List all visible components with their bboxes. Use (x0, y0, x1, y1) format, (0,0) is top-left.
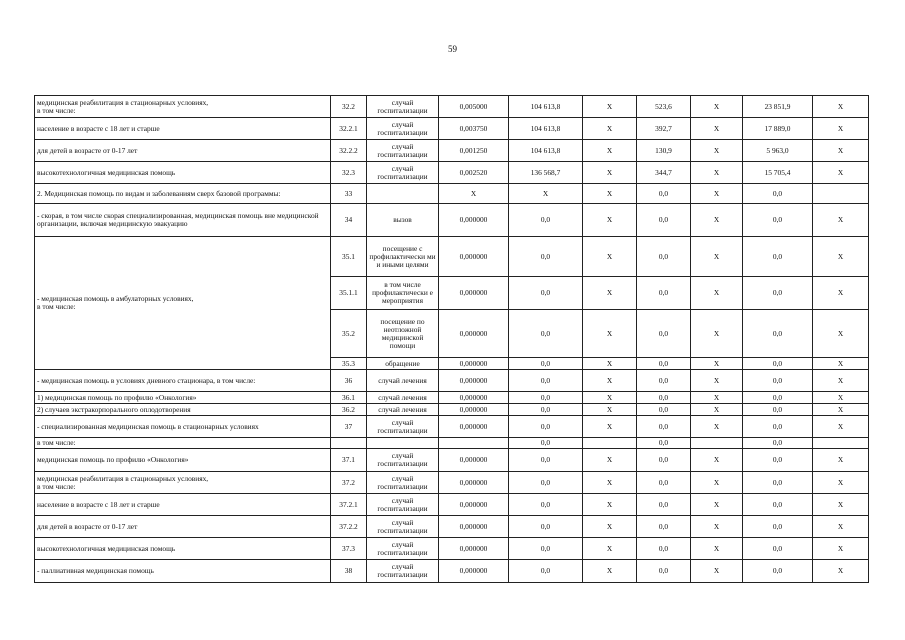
cell-v5: X (691, 277, 743, 310)
cell-v4: 0,0 (637, 404, 691, 416)
cell-code: 36 (331, 370, 367, 392)
cell-v4: 0,0 (637, 237, 691, 277)
cell-code: 38 (331, 560, 367, 583)
cell-v4: 130,9 (637, 140, 691, 162)
cell-v3: X (583, 516, 637, 538)
cell-v1: 0,000000 (439, 494, 509, 516)
cell-v6: 5 963,0 (743, 140, 813, 162)
cell-v1: 0,000000 (439, 237, 509, 277)
cell-unit: случай госпитализации (367, 416, 439, 438)
cell-unit: случай госпитализации (367, 449, 439, 472)
cell-v3: X (583, 449, 637, 472)
cell-code: 32.2.2 (331, 140, 367, 162)
cell-v1: 0,000000 (439, 538, 509, 560)
cell-v7: X (813, 516, 869, 538)
cell-v6: 0,0 (743, 204, 813, 237)
cell-v3: X (583, 358, 637, 370)
cell-v2: 0,0 (509, 449, 583, 472)
cell-v3: X (583, 277, 637, 310)
cell-code: 37 (331, 416, 367, 438)
cell-v2: 0,0 (509, 494, 583, 516)
cell-v4: 0,0 (637, 416, 691, 438)
cell-v2: 0,0 (509, 277, 583, 310)
cell-v1: 0,000000 (439, 472, 509, 494)
row-name: высокотехнологичная медицинская помощь (35, 538, 331, 560)
row-name: - скорая, в том числе скорая специализированная, медицинская помощь вне медицинской организации, включая медицинскую эвакуацию (35, 204, 331, 237)
cell-v5: X (691, 494, 743, 516)
row-name: в том числе: (35, 438, 331, 449)
table-row (35, 118, 869, 140)
cell-v6: 0,0 (743, 538, 813, 560)
cell-v5: X (691, 560, 743, 583)
cell-v1: 0,002520 (439, 162, 509, 184)
cell-v4: 0,0 (637, 472, 691, 494)
cell-unit: случай госпитализации (367, 118, 439, 140)
cell-v7: X (813, 494, 869, 516)
cell-v1: 0,003750 (439, 118, 509, 140)
cell-v2: 0,0 (509, 416, 583, 438)
cell-code: 33 (331, 184, 367, 204)
cell-v7: X (813, 560, 869, 583)
table-row (35, 370, 869, 392)
cell-v6: 23 851,9 (743, 96, 813, 118)
cell-v2: 0,0 (509, 310, 583, 358)
cell-v2: 104 613,8 (509, 140, 583, 162)
cell-v2: 136 568,7 (509, 162, 583, 184)
cell-v3: X (583, 538, 637, 560)
cell-v2: 0,0 (509, 538, 583, 560)
cell-v6: 0,0 (743, 392, 813, 404)
cell-v3: X (583, 310, 637, 358)
cell-v6: 0,0 (743, 560, 813, 583)
cell-v6: 0,0 (743, 438, 813, 449)
cell-v5: X (691, 96, 743, 118)
cell-unit: случай госпитализации (367, 538, 439, 560)
row-name: медицинская реабилитация в стационарных условиях, в том числе: (35, 472, 331, 494)
table-row (35, 416, 869, 438)
cell-v1: 0,000000 (439, 404, 509, 416)
cell-v3: X (583, 370, 637, 392)
cell-unit (367, 184, 439, 204)
page-number: 59 (448, 44, 457, 54)
cell-v2: 0,0 (509, 358, 583, 370)
row-name: для детей в возрасте от 0-17 лет (35, 516, 331, 538)
cell-v7: X (813, 472, 869, 494)
cell-v4: 0,0 (637, 538, 691, 560)
cell-v1: 0,000000 (439, 204, 509, 237)
row-name: для детей в возрасте от 0-17 лет (35, 140, 331, 162)
row-name: 2. Медицинская помощь по видам и заболеваниям сверх базовой программы: (35, 184, 331, 204)
cell-v5: X (691, 118, 743, 140)
cell-v3 (583, 438, 637, 449)
cell-v1: 0,005000 (439, 96, 509, 118)
cell-v2: 0,0 (509, 392, 583, 404)
cell-v7: X (813, 237, 869, 277)
cell-v7: X (813, 96, 869, 118)
row-name: 2) случаев экстракорпорального оплодотворения (35, 404, 331, 416)
cell-code: 36.2 (331, 404, 367, 416)
table-row (35, 449, 869, 472)
cell-code: 32.3 (331, 162, 367, 184)
cell-unit: в том числе профилактически е мероприятия (367, 277, 439, 310)
cell-v4: 0,0 (637, 277, 691, 310)
table-row (35, 538, 869, 560)
cell-v2: 0,0 (509, 438, 583, 449)
cell-v5: X (691, 184, 743, 204)
cell-v5: X (691, 404, 743, 416)
cell-v7: X (813, 277, 869, 310)
cell-v4: 0,0 (637, 370, 691, 392)
cell-v7: X (813, 538, 869, 560)
cell-v4: 0,0 (637, 392, 691, 404)
cell-v5: X (691, 237, 743, 277)
cell-v5: X (691, 392, 743, 404)
cell-v1: 0,001250 (439, 140, 509, 162)
cell-v4: 392,7 (637, 118, 691, 140)
row-name: высокотехнологичная медицинская помощь (35, 162, 331, 184)
cell-v7: X (813, 204, 869, 237)
table-row (35, 404, 869, 416)
cell-v5: X (691, 162, 743, 184)
cell-v7: X (813, 449, 869, 472)
cell-v3: X (583, 140, 637, 162)
cell-v1: 0,000000 (439, 358, 509, 370)
cell-v6: 0,0 (743, 310, 813, 358)
cell-v1: 0,000000 (439, 516, 509, 538)
row-name: - паллиативная медицинская помощь (35, 560, 331, 583)
table-row (35, 140, 869, 162)
cell-code (331, 438, 367, 449)
cell-v2: 0,0 (509, 370, 583, 392)
cell-v3: X (583, 472, 637, 494)
cell-code: 35.1.1 (331, 277, 367, 310)
cell-v7: X (813, 162, 869, 184)
cell-unit: случай госпитализации (367, 96, 439, 118)
cell-v2: X (509, 184, 583, 204)
table-row (35, 472, 869, 494)
row-name: - медицинская помощь в амбулаторных условиях, в том числе: (35, 237, 331, 370)
cell-unit: случай госпитализации (367, 516, 439, 538)
cell-v4: 0,0 (637, 438, 691, 449)
cell-code: 34 (331, 204, 367, 237)
cell-v6: 0,0 (743, 494, 813, 516)
cell-v6: 0,0 (743, 370, 813, 392)
table-row (35, 560, 869, 583)
cell-v6: 0,0 (743, 516, 813, 538)
cell-v7: X (813, 358, 869, 370)
cell-v1: 0,000000 (439, 277, 509, 310)
cell-v7 (813, 184, 869, 204)
cell-v4: 0,0 (637, 560, 691, 583)
table-row (35, 204, 869, 237)
cell-v6: 0,0 (743, 416, 813, 438)
cell-v1: X (439, 184, 509, 204)
row-name: население в возрасте с 18 лет и старше (35, 494, 331, 516)
cell-v7: X (813, 392, 869, 404)
table-row (35, 96, 869, 118)
row-name: медицинская реабилитация в стационарных условиях, в том числе: (35, 96, 331, 118)
table-row (35, 184, 869, 204)
cell-v3: X (583, 184, 637, 204)
row-name: медицинская помощь по профилю «Онкология» (35, 449, 331, 472)
cell-code: 32.2 (331, 96, 367, 118)
cell-v2: 0,0 (509, 560, 583, 583)
cell-v1: 0,000000 (439, 449, 509, 472)
cell-code: 37.2 (331, 472, 367, 494)
cell-v4: 0,0 (637, 494, 691, 516)
cell-v2: 0,0 (509, 472, 583, 494)
cell-code: 37.2.1 (331, 494, 367, 516)
cell-v6: 0,0 (743, 277, 813, 310)
cell-v2: 104 613,8 (509, 96, 583, 118)
cell-v2: 0,0 (509, 204, 583, 237)
cell-unit: случай госпитализации (367, 162, 439, 184)
cell-v2: 0,0 (509, 516, 583, 538)
cell-unit: случай госпитализации (367, 494, 439, 516)
medical-care-table (34, 95, 869, 583)
cell-v7: X (813, 140, 869, 162)
cell-v7: X (813, 118, 869, 140)
cell-code: 35.1 (331, 237, 367, 277)
row-name: 1) медицинская помощь по профилю «Онкология» (35, 392, 331, 404)
cell-v1: 0,000000 (439, 370, 509, 392)
cell-unit: посещение с профилактически ми и иными целями (367, 237, 439, 277)
cell-v6: 17 889,0 (743, 118, 813, 140)
table-row (35, 237, 869, 277)
cell-v7: X (813, 416, 869, 438)
cell-unit: обращение (367, 358, 439, 370)
table-row (35, 162, 869, 184)
cell-v2: 104 613,8 (509, 118, 583, 140)
cell-v5: X (691, 538, 743, 560)
cell-code: 37.2.2 (331, 516, 367, 538)
cell-v5: X (691, 204, 743, 237)
cell-v7: X (813, 404, 869, 416)
cell-v4: 523,6 (637, 96, 691, 118)
cell-v5 (691, 438, 743, 449)
cell-v1: 0,000000 (439, 416, 509, 438)
cell-v7 (813, 438, 869, 449)
cell-v1 (439, 438, 509, 449)
cell-code: 37.3 (331, 538, 367, 560)
cell-v3: X (583, 560, 637, 583)
cell-unit (367, 438, 439, 449)
cell-v3: X (583, 494, 637, 516)
cell-v3: X (583, 404, 637, 416)
cell-v3: X (583, 204, 637, 237)
cell-v5: X (691, 140, 743, 162)
cell-v1: 0,000000 (439, 310, 509, 358)
cell-v5: X (691, 358, 743, 370)
cell-v5: X (691, 472, 743, 494)
cell-v3: X (583, 237, 637, 277)
row-name: - медицинская помощь в условиях дневного стационара, в том числе: (35, 370, 331, 392)
cell-v2: 0,0 (509, 237, 583, 277)
cell-v5: X (691, 449, 743, 472)
cell-v5: X (691, 370, 743, 392)
row-name: - специализированная медицинская помощь в стационарных условиях (35, 416, 331, 438)
cell-v3: X (583, 162, 637, 184)
cell-unit: посещение по неотложной медицинской помощи (367, 310, 439, 358)
cell-v4: 0,0 (637, 516, 691, 538)
cell-v3: X (583, 392, 637, 404)
cell-code: 32.2.1 (331, 118, 367, 140)
cell-v4: 0,0 (637, 449, 691, 472)
cell-v6: 0,0 (743, 449, 813, 472)
cell-v6: 15 705,4 (743, 162, 813, 184)
row-name: население в возрасте с 18 лет и старше (35, 118, 331, 140)
cell-v5: X (691, 416, 743, 438)
cell-code: 37.1 (331, 449, 367, 472)
cell-code: 35.3 (331, 358, 367, 370)
cell-unit: случай лечения (367, 392, 439, 404)
cell-v6: 0,0 (743, 237, 813, 277)
table-row (35, 438, 869, 449)
cell-unit: случай госпитализации (367, 472, 439, 494)
cell-v3: X (583, 96, 637, 118)
cell-unit: случай госпитализации (367, 140, 439, 162)
cell-v6: 0,0 (743, 404, 813, 416)
cell-v5: X (691, 310, 743, 358)
cell-code: 35.2 (331, 310, 367, 358)
cell-v2: 0,0 (509, 404, 583, 416)
cell-v6: 0,0 (743, 184, 813, 204)
cell-v6: 0,0 (743, 358, 813, 370)
cell-unit: случай лечения (367, 370, 439, 392)
table-row (35, 494, 869, 516)
cell-v4: 0,0 (637, 184, 691, 204)
cell-unit: вызов (367, 204, 439, 237)
cell-v4: 344,7 (637, 162, 691, 184)
cell-v5: X (691, 516, 743, 538)
cell-v4: 0,0 (637, 204, 691, 237)
table-row (35, 516, 869, 538)
cell-v1: 0,000000 (439, 392, 509, 404)
cell-v1: 0,000000 (439, 560, 509, 583)
cell-v6: 0,0 (743, 472, 813, 494)
cell-v7: X (813, 370, 869, 392)
cell-unit: случай госпитализации (367, 560, 439, 583)
table-row (35, 392, 869, 404)
cell-v7: X (813, 310, 869, 358)
cell-unit: случай лечения (367, 404, 439, 416)
cell-code: 36.1 (331, 392, 367, 404)
cell-v4: 0,0 (637, 358, 691, 370)
cell-v4: 0,0 (637, 310, 691, 358)
cell-v3: X (583, 118, 637, 140)
cell-v3: X (583, 416, 637, 438)
